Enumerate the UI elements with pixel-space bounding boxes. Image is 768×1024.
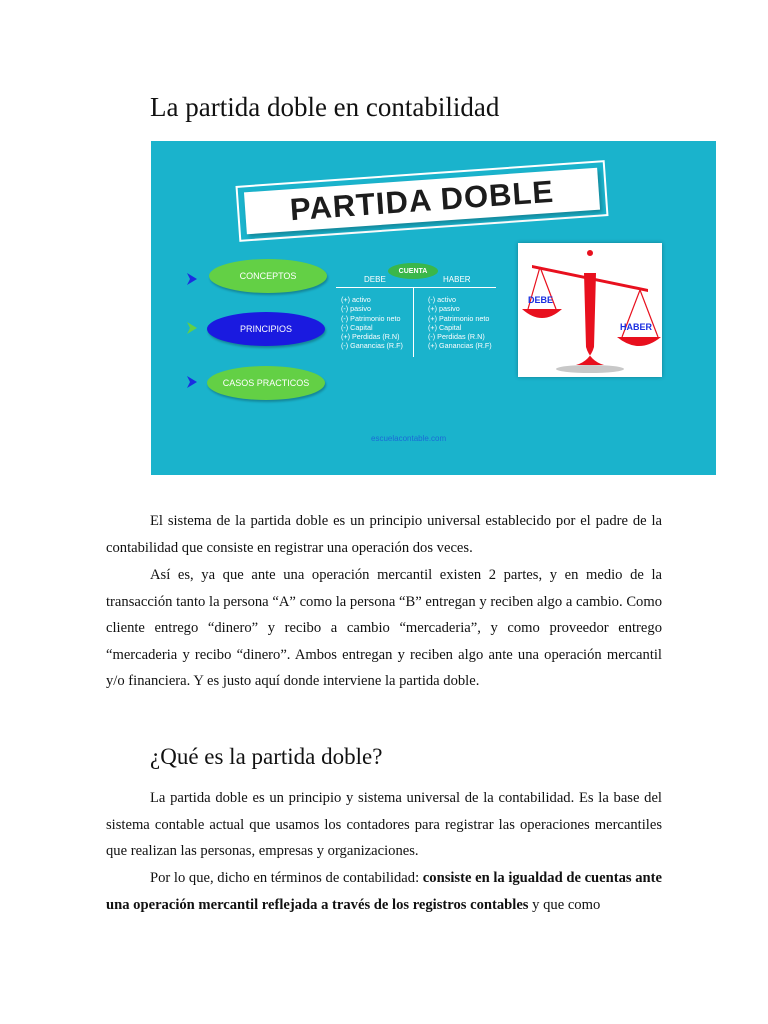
paragraph-text: Así es, ya que ante una operación mercantil existen 2 partes, y en medio de la transacción tanto la persona “A” como la persona “B” entregan y reciben algo a cambio. Como cliente entrego “dinero” y recibo a cambio “mercaderia”, y como proveedor entrego “mercaderia y recibo “dinero”. Ambos entregan y reciben algo ante una operación mercantil y/o financiera. Y es justo aquí donde interviene la partida doble. (106, 567, 662, 689)
list-item: (-) Patrimonio neto (341, 313, 401, 323)
paragraph-3 (106, 785, 662, 865)
list-item: (-) Perdidas (R.N) (428, 332, 485, 342)
list-item: (-) Ganancias (R.F) (341, 341, 403, 351)
scale-haber-label: HABER (620, 322, 653, 332)
pill-principios: PRINCIPIOS (207, 312, 325, 346)
paragraph-text: y que como (528, 896, 601, 913)
list-item: (-) Capital (341, 322, 373, 332)
haber-column-header: HABER (443, 275, 471, 284)
list-item: (+) Ganancias (R.F) (428, 341, 492, 351)
banner-title: PARTIDA DOBLE (244, 168, 600, 235)
page-heading: La partida doble en contabilidad (150, 92, 500, 122)
site-watermark: escuelacontable.com (371, 434, 447, 443)
balance-scale-icon (518, 243, 662, 377)
pill-casos-practicos: CASOS PRACTICOS (207, 366, 325, 400)
paragraph-bold-text: consiste en la igualdad de cuentas ante una operación mercantil reflejada a través de los registros contables (106, 870, 663, 913)
list-item: (-) activo (428, 295, 456, 304)
scale-debe-label: DEBE (528, 295, 554, 305)
haber-items-list (428, 295, 492, 351)
list-item: (+) Perdidas (R.N) (341, 332, 400, 342)
t-account-vertical-line (413, 287, 414, 357)
t-account-horizontal-line (336, 287, 496, 288)
paragraph-4 (106, 865, 662, 918)
paragraph-text: El sistema de la partida doble es un principio universal establecido por el padre de la contabilidad que consiste en registrar una operación dos veces. (106, 513, 662, 556)
list-item: (+) activo (341, 295, 371, 304)
arrow-right-icon (187, 273, 197, 285)
arrow-right-icon (187, 322, 197, 334)
paragraph-text: La partida doble es un principio y sistema universal de la contabilidad. Es la base del sistema contable actual que usamos los contadores para registrar las operaciones mercantiles que realizan las personas, empresas y organizaciones. (106, 790, 662, 859)
paragraph-2 (106, 562, 662, 695)
debe-column-header: DEBE (364, 275, 386, 284)
banner-title-frame (235, 160, 608, 242)
list-item: (+) Capital (428, 322, 462, 332)
section-heading: ¿Qué es la partida doble? (150, 744, 383, 769)
list-item: (+) pasivo (428, 304, 460, 314)
list-item: (+) Patrimonio neto (428, 313, 490, 323)
partida-doble-banner-image (151, 141, 716, 475)
arrow-right-icon (187, 376, 197, 388)
cuenta-badge: CUENTA (388, 263, 438, 279)
debe-items-list (341, 295, 403, 351)
pill-conceptos: CONCEPTOS (209, 259, 327, 293)
paragraph-text: Por lo que, dicho en términos de contabilidad: (150, 870, 423, 886)
list-item: (-) pasivo (341, 304, 371, 314)
paragraph-1 (106, 508, 662, 561)
balance-scale-image (518, 243, 662, 377)
